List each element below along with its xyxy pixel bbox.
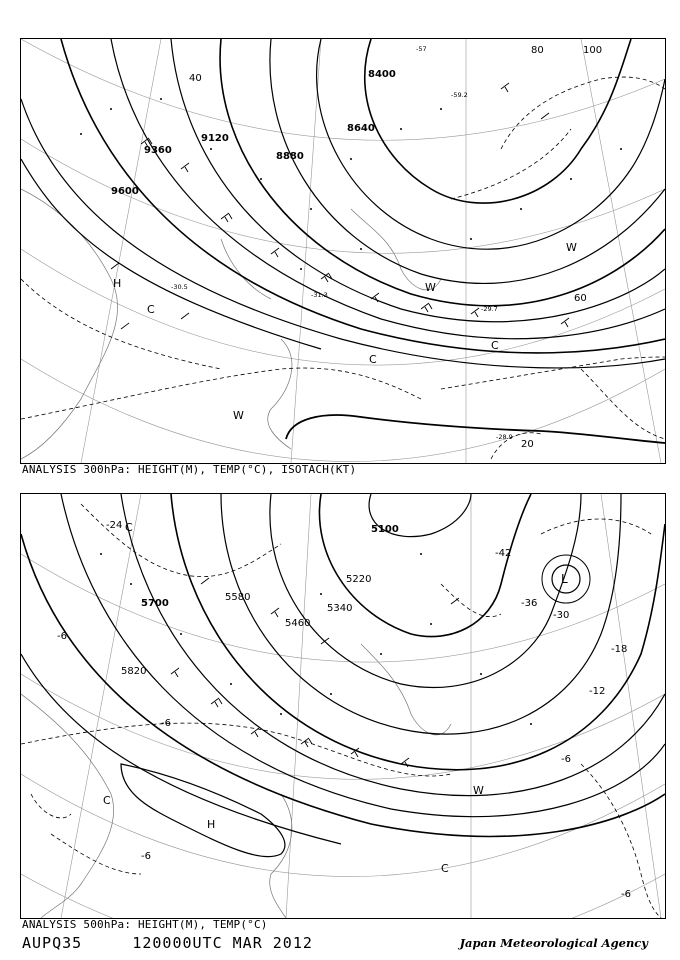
height-label: 8640 bbox=[347, 123, 375, 134]
height-label: 5820 bbox=[121, 666, 147, 677]
pressure-center-low: L bbox=[561, 572, 568, 586]
height-contours bbox=[21, 494, 665, 857]
isotach-label: 20 bbox=[521, 439, 534, 450]
map-500hpa-canvas bbox=[21, 494, 665, 918]
chart-datetime: 120000UTC MAR 2012 bbox=[132, 934, 313, 952]
pressure-center-cold: C bbox=[125, 521, 133, 534]
height-label: 5100 bbox=[371, 524, 399, 535]
caption-500hpa: ANALYSIS 500hPa: HEIGHT(M), TEMP(°C) bbox=[22, 918, 268, 931]
pressure-center-cold: C bbox=[103, 794, 111, 807]
temp-label: -6 bbox=[161, 718, 171, 729]
height-label: 5700 bbox=[141, 598, 169, 609]
height-label: 9360 bbox=[144, 145, 172, 156]
temp-label: -6 bbox=[57, 631, 67, 642]
pressure-center-cold: C bbox=[441, 862, 449, 875]
temp-label: -30.5 bbox=[171, 283, 188, 291]
wind-barbs bbox=[171, 578, 459, 767]
height-label: 9120 bbox=[201, 133, 229, 144]
pressure-center-cold: C bbox=[369, 353, 377, 366]
agency-name: Japan Meteorological Agency bbox=[459, 936, 648, 950]
map-300hpa bbox=[20, 38, 666, 464]
temp-label: -29.7 bbox=[481, 305, 498, 313]
temp-label: -30 bbox=[553, 610, 570, 621]
pressure-center-high: H bbox=[207, 818, 216, 831]
pressure-center-high: H bbox=[113, 277, 122, 290]
isotach-label: 100 bbox=[583, 45, 603, 56]
height-label: 9600 bbox=[111, 186, 139, 197]
station-plots bbox=[100, 553, 532, 725]
temp-label: -24 bbox=[106, 520, 123, 531]
temp-label: -6 bbox=[561, 754, 571, 765]
height-label-group bbox=[111, 69, 396, 197]
wind-barbs bbox=[111, 83, 569, 329]
graticule bbox=[21, 494, 665, 918]
temp-label: -36 bbox=[521, 598, 538, 609]
coastlines bbox=[21, 644, 451, 918]
temp-label: -28.9 bbox=[496, 433, 513, 441]
pressure-center-warm: W bbox=[233, 409, 244, 422]
caption-300hpa: ANALYSIS 300hPa: HEIGHT(M), TEMP(°C), ISOTACH(KT) bbox=[22, 463, 357, 476]
pressure-center-warm: W bbox=[425, 281, 436, 294]
map-500hpa bbox=[20, 493, 666, 919]
height-label: 8400 bbox=[368, 69, 396, 80]
temp-label: -57 bbox=[416, 45, 427, 53]
pressure-center-warm: W bbox=[566, 241, 577, 254]
chart-code: AUPQ35 bbox=[22, 934, 83, 952]
temp-label: -18 bbox=[611, 644, 628, 655]
isotherms bbox=[21, 504, 661, 918]
map-300hpa-canvas bbox=[21, 39, 665, 463]
height-label: 5340 bbox=[327, 603, 353, 614]
isotach-label-group bbox=[189, 45, 602, 450]
height-label: 5220 bbox=[346, 574, 372, 585]
temp-label: -31.3 bbox=[311, 291, 328, 299]
height-label: 5580 bbox=[225, 592, 251, 603]
chart-identifier bbox=[22, 934, 313, 952]
pressure-center-warm: W bbox=[473, 784, 484, 797]
temp-label: -42 bbox=[495, 548, 512, 559]
isotach-label: 80 bbox=[531, 45, 544, 56]
pressure-center-cold: C bbox=[491, 339, 499, 352]
temp-label: -6 bbox=[141, 851, 151, 862]
temp-label: -59.2 bbox=[451, 91, 468, 99]
isotach-label: 60 bbox=[574, 293, 587, 304]
temp-label: -6 bbox=[621, 889, 631, 900]
temp-label: -12 bbox=[589, 686, 606, 697]
height-label: 5460 bbox=[285, 618, 311, 629]
isotach-label: 40 bbox=[189, 73, 202, 84]
pressure-center-cold: C bbox=[147, 303, 155, 316]
height-label: 8880 bbox=[276, 151, 304, 162]
pressure-center-group bbox=[113, 241, 577, 422]
